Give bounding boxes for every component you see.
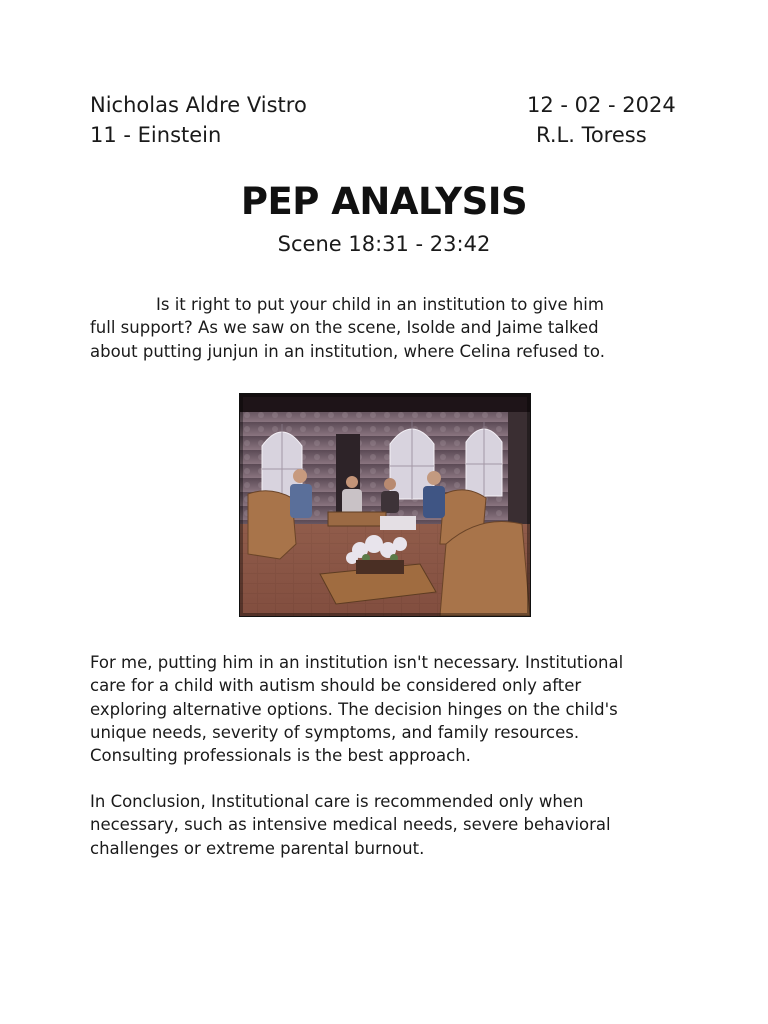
- opinion-line: exploring alternative options. The decision hinges on the child's: [90, 699, 618, 719]
- intro-line: full support? As we saw on the scene, Isolde and Jaime talked: [90, 318, 599, 338]
- opinion-line: For me, putting him in an institution isn't necessary. Institutional: [90, 653, 624, 672]
- page-title: PEP ANALYSIS: [240, 180, 528, 223]
- opinion-paragraph: [90, 651, 690, 767]
- conclusion-line: In Conclusion, Institutional care is recommended only when: [90, 792, 584, 811]
- intro-line: about putting junjun in an institution, where Celina refused to.: [90, 341, 605, 361]
- student-name: Nicholas Aldre Vistro: [90, 93, 307, 117]
- opinion-line: Consulting professionals is the best approach.: [90, 746, 471, 766]
- student-section: 11 - Einstein: [90, 123, 222, 147]
- teacher-name: R.L. Toress: [536, 123, 647, 147]
- intro-line: Is it right to put your child in an institution to give him: [156, 295, 604, 314]
- intro-paragraph: [90, 293, 690, 363]
- opinion-line: unique needs, severity of symptoms, and family resources.: [90, 722, 580, 742]
- header-left: [90, 90, 307, 150]
- conclusion-line: challenges or extreme parental burnout.: [90, 838, 425, 858]
- document-date: 12 - 02 - 2024: [527, 93, 676, 117]
- conclusion-line: necessary, such as intensive medical needs, severe behavioral: [90, 815, 611, 835]
- scene-photo: [239, 393, 531, 617]
- scene-subtitle: Scene 18:31 - 23:42: [277, 232, 491, 256]
- header-right: [527, 90, 676, 150]
- opinion-line: care for a child with autism should be considered only after: [90, 676, 582, 696]
- conclusion-paragraph: [90, 790, 690, 860]
